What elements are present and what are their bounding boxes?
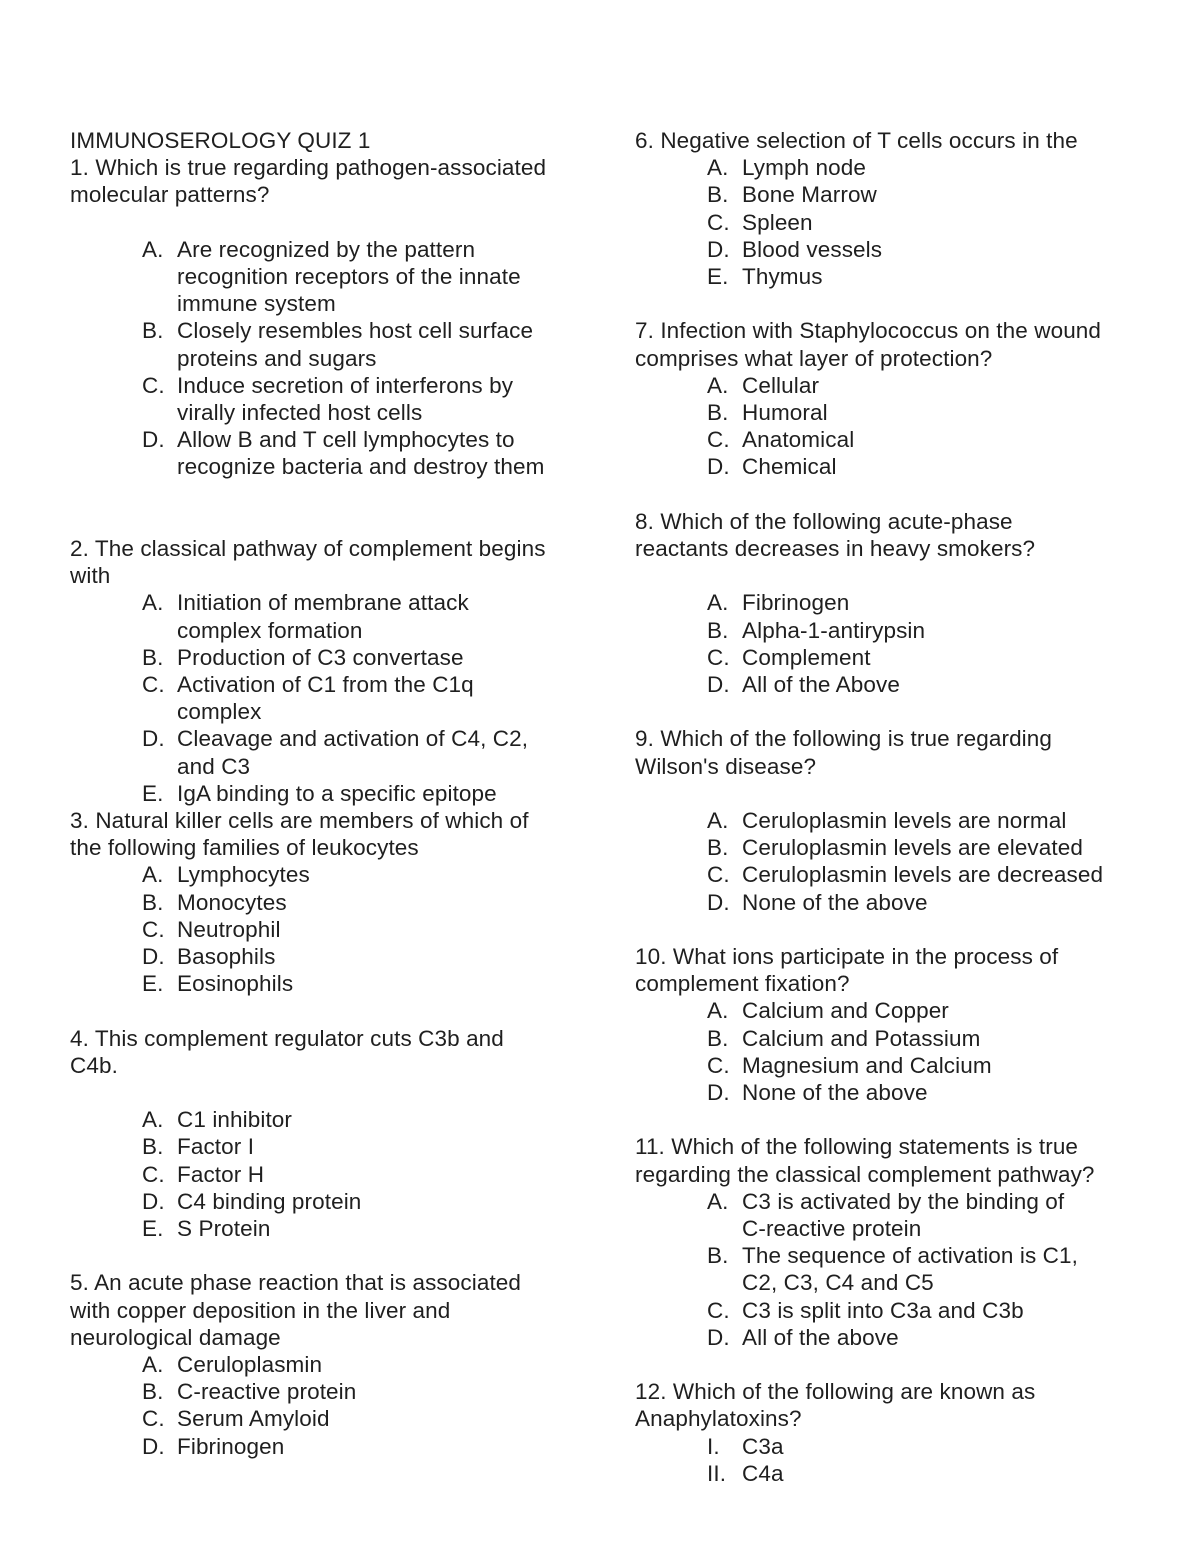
answer-option [635,1025,1155,1052]
option-marker: C. [142,1161,165,1187]
answer-option [70,589,590,643]
question-9 [635,725,1155,915]
option-text: complex formation [177,617,363,643]
option-text: Initiation of membrane attack [177,590,469,616]
question-4 [70,1025,590,1243]
option-marker: B. [142,889,164,915]
option-text: Serum Amyloid [177,1406,330,1432]
option-text: All of the Above [742,672,900,698]
option-marker: C. [707,644,730,670]
option-marker: B. [707,617,729,643]
option-marker: A. [142,236,164,262]
answer-option [70,1133,590,1160]
option-text: recognition receptors of the innate [177,264,521,289]
option-marker: C. [707,427,730,453]
option-marker: A. [707,808,729,833]
question-stem: regarding the classical complement pathway? [635,1161,1095,1187]
option-text: S Protein [177,1216,271,1242]
answer-option [70,644,590,671]
question-stem: 5. An acute phase reaction that is associated [70,1270,522,1296]
answer-option [70,916,590,943]
option-text: Production of C3 convertase [177,644,464,670]
answer-option [70,861,590,888]
option-text: Magnesium and Calcium [742,1052,992,1078]
answer-option [635,889,1155,916]
option-text: C2, C3, C4 and C5 [742,1270,934,1296]
question-stem: Anaphylatoxins? [635,1406,802,1432]
option-text: Spleen [742,209,813,235]
option-text: Closely resembles host cell surface [177,318,534,344]
option-text: C-reactive protein [177,1379,357,1405]
answer-option [635,617,1155,644]
question-stem: molecular patterns? [70,182,270,208]
answer-option [635,453,1155,480]
option-text: C3 is split into C3a and C3b [742,1297,1024,1323]
option-marker: E. [142,971,164,997]
option-marker: D. [142,1433,165,1459]
option-text: Ceruloplasmin [177,1352,323,1378]
option-text: C1 inhibitor [177,1107,293,1133]
option-marker: D. [707,1324,730,1350]
answer-option [635,834,1155,861]
option-text: C-reactive protein [742,1216,922,1242]
question-stem: with copper deposition in the liver and [70,1297,451,1323]
question-stem: 12. Which of the following are known as [635,1379,1036,1405]
option-marker: C. [142,672,165,698]
answer-option [635,589,1155,616]
question-stem: Wilson's disease? [635,753,817,779]
option-text: Monocytes [177,889,287,915]
answer-option [70,1215,590,1242]
option-marker: B. [142,1134,164,1160]
answer-option [70,426,590,480]
answer-option [70,372,590,426]
answer-option [635,399,1155,426]
option-marker: E. [707,264,729,290]
question-stem: comprises what layer of protection? [635,345,993,371]
option-text: Factor H [177,1161,265,1187]
option-marker: D. [142,944,165,970]
option-text: Blood vessels [742,236,883,262]
option-text: Cellular [742,372,820,398]
option-marker: D. [707,454,730,480]
option-marker: D. [707,672,730,698]
question-stem: 11. Which of the following statements is true [635,1134,1079,1160]
option-text: Eosinophils [177,971,294,997]
option-text: Fibrinogen [177,1433,285,1459]
option-text: proteins and sugars [177,345,377,371]
answer-option [635,1460,1155,1487]
option-text: Alpha-1-antirypsin [742,617,926,643]
answer-option [70,1378,590,1405]
option-text: Chemical [742,454,837,480]
option-text: Lymph node [742,155,867,181]
question-stem: C4b. [70,1052,118,1078]
option-text: Ceruloplasmin levels are normal [742,808,1067,833]
option-marker: C. [707,862,730,888]
answer-option [635,644,1155,671]
option-text: Complement [742,644,871,670]
option-marker: B. [707,835,729,861]
question-11 [635,1133,1155,1351]
option-text: Anatomical [742,427,855,453]
answer-option [635,372,1155,399]
question-stem: 2. The classical pathway of complement begins [70,536,546,561]
option-marker: D. [142,427,165,453]
option-text: Lymphocytes [177,862,310,888]
answer-option [635,1188,1155,1242]
question-stem: 8. Which of the following acute-phase [635,508,1013,534]
question-1 [70,154,590,480]
option-marker: B. [142,318,164,344]
option-text: None of the above [742,889,928,915]
option-text: Thymus [742,264,823,290]
option-text: Basophils [177,944,276,970]
option-marker: D. [142,1188,165,1214]
answer-option [70,1188,590,1215]
option-marker: C. [142,916,165,942]
option-text: IgA binding to a specific epitope [177,780,497,806]
quiz-title: IMMUNOSEROLOGY QUIZ 1 [70,128,371,153]
question-stem: complement fixation? [635,971,850,997]
option-marker: B. [707,1025,729,1051]
option-text: Ceruloplasmin levels are elevated [742,835,1083,861]
option-marker: D. [707,889,730,915]
option-marker: A. [142,862,164,888]
left-column [70,127,590,1460]
option-marker: A. [707,372,729,398]
option-marker: B. [707,182,729,208]
question-10 [635,943,1155,1106]
answer-option [635,1433,1155,1460]
answer-option [635,426,1155,453]
option-marker: C. [707,209,730,235]
option-text: Neutrophil [177,916,281,942]
option-marker: A. [707,998,729,1024]
answer-option [70,1106,590,1133]
option-marker: D. [142,726,165,752]
answer-option [635,997,1155,1024]
answer-option [70,1405,590,1432]
answer-option [70,943,590,970]
option-text: All of the above [742,1324,899,1350]
question-stem: the following families of leukocytes [70,835,419,861]
answer-option [635,181,1155,208]
answer-option [635,154,1155,181]
question-3 [70,807,590,997]
option-text: Are recognized by the pattern [177,236,476,262]
answer-option [70,725,590,779]
answer-option [70,317,590,371]
option-text: C3a [742,1433,784,1459]
option-text: None of the above [742,1080,928,1106]
option-text: Ceruloplasmin levels are decreased [742,862,1104,888]
answer-option [635,263,1155,290]
option-marker: A. [707,590,729,616]
answer-option [635,1324,1155,1351]
option-text: complex [177,699,262,725]
option-marker: C. [142,1406,165,1432]
question-stem: 9. Which of the following is true regarding [635,726,1053,752]
option-marker: E. [142,780,164,806]
answer-option [635,236,1155,263]
option-text: Factor I [177,1134,255,1160]
option-marker: C. [707,1052,730,1078]
answer-option [70,780,590,807]
question-stem: with [70,563,111,589]
option-marker: E. [142,1216,164,1242]
question-stem: neurological damage [70,1324,281,1350]
answer-option [635,1052,1155,1079]
answer-option [635,861,1155,888]
answer-option [70,889,590,916]
question-stem: 1. Which is true regarding pathogen-associated [70,155,547,181]
option-text: immune system [177,291,336,317]
answer-option [635,1242,1155,1296]
question-stem: 3. Natural killer cells are members of which of [70,808,529,834]
question-stem: reactants decreases in heavy smokers? [635,536,1036,562]
option-marker: II. [707,1460,727,1486]
option-marker: A. [707,1188,729,1214]
question-6 [635,127,1155,290]
option-text: C4 binding protein [177,1188,362,1214]
question-7 [635,317,1155,480]
answer-option [635,1079,1155,1106]
right-column [635,127,1155,1487]
question-stem: 4. This complement regulator cuts C3b and [70,1025,504,1051]
question-stem: 6. Negative selection of T cells occurs in the [635,128,1078,153]
answer-option [635,209,1155,236]
option-marker: B. [707,1243,729,1269]
option-marker: B. [142,1379,164,1405]
option-text: virally infected host cells [177,400,423,426]
answer-option [70,236,590,318]
option-text: and C3 [177,753,251,779]
option-text: The sequence of activation is C1, [742,1243,1078,1269]
option-marker: A. [142,590,164,616]
answer-option [70,970,590,997]
option-text: Cleavage and activation of C4, C2, [177,726,529,752]
question-12 [635,1378,1155,1487]
option-text: Allow B and T cell lymphocytes to [177,427,515,453]
answer-option [635,671,1155,698]
option-marker: B. [142,644,164,670]
answer-option [70,671,590,725]
option-text: Humoral [742,400,828,426]
option-marker: A. [142,1352,164,1378]
answer-option [70,1351,590,1378]
option-text: C3 is activated by the binding of [742,1188,1065,1214]
option-marker: A. [142,1107,164,1133]
answer-option [635,1297,1155,1324]
option-text: Calcium and Potassium [742,1025,981,1051]
question-2 [70,535,590,807]
option-marker: D. [707,236,730,262]
option-text: Bone Marrow [742,182,877,208]
option-marker: B. [707,400,729,426]
answer-option [70,1433,590,1460]
option-text: Induce secretion of interferons by [177,372,514,398]
option-marker: C. [142,372,165,398]
option-text: Calcium and Copper [742,998,949,1024]
option-text: recognize bacteria and destroy them [177,454,545,480]
option-marker: D. [707,1080,730,1106]
answer-option [635,807,1155,834]
option-text: Fibrinogen [742,590,850,616]
option-text: C4a [742,1460,784,1486]
question-stem: 10. What ions participate in the process of [635,944,1059,969]
question-stem: 7. Infection with Staphylococcus on the wound [635,318,1102,344]
question-8 [635,508,1155,698]
option-marker: A. [707,155,729,181]
question-5 [70,1269,590,1459]
option-marker: I. [707,1433,720,1459]
answer-option [70,1161,590,1188]
option-marker: C. [707,1297,730,1323]
option-text: Activation of C1 from the C1q [177,672,474,698]
